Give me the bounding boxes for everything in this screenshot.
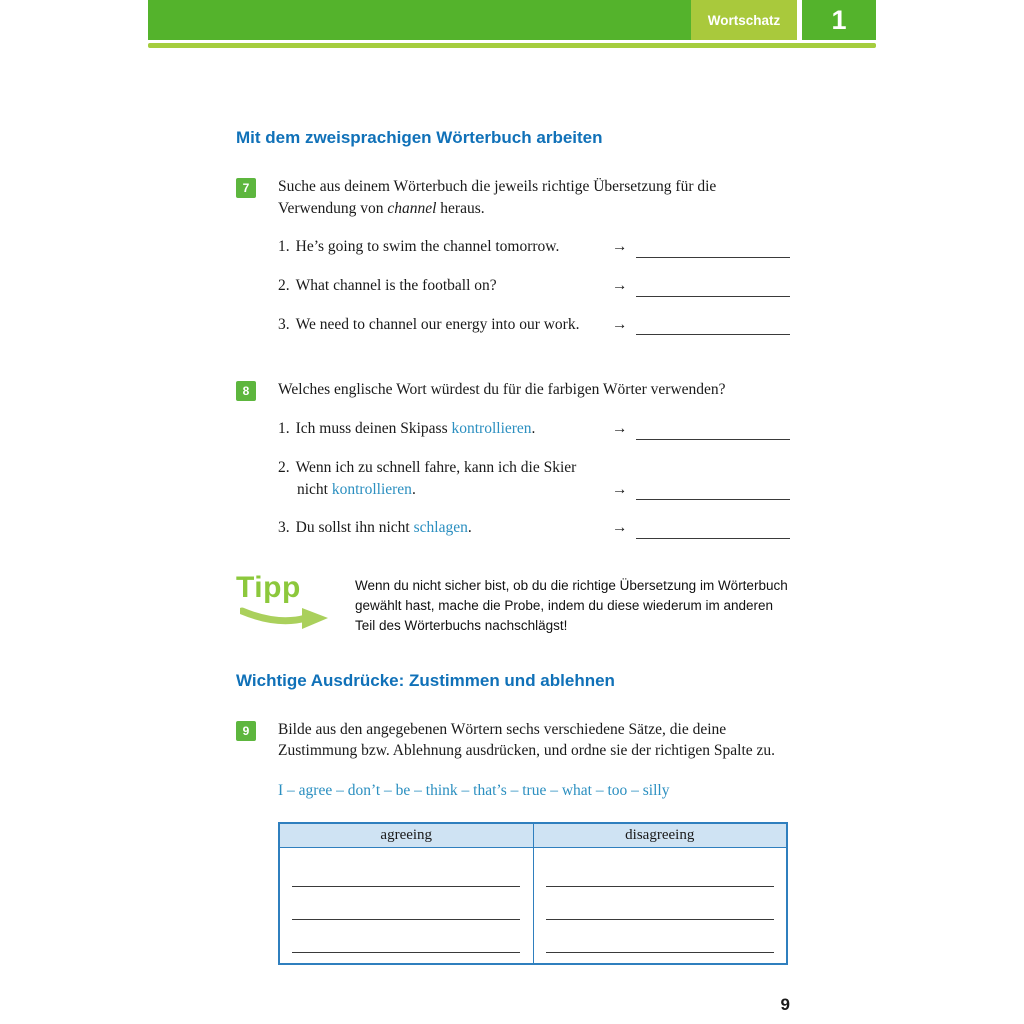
highlighted-word: kontrollieren [451, 420, 532, 438]
arrow-icon: → [612, 480, 628, 498]
answer-blank[interactable] [636, 282, 790, 297]
table-header-agreeing: agreeing [279, 823, 533, 848]
table-blank-line[interactable] [292, 854, 520, 887]
header-band-spacer [148, 0, 691, 40]
answer-blank[interactable] [636, 320, 790, 335]
exercise-7-item-2 [278, 275, 790, 297]
exercise-9-prompt: Bilde aus den angegebenen Wörtern sechs verschiedene Sätze, die deine Zustimmung bzw. Ablehnung ausdrücken, und ordne sie der richtigen Spalte zu. [278, 720, 776, 760]
item-text-wrap [278, 275, 612, 297]
item-text: He’s going to swim the channel tomorrow. [295, 238, 560, 256]
item-text: Wenn ich zu schnell fahre, kann ich die Skier [295, 458, 577, 476]
item-number: 1. [278, 420, 290, 438]
workbook-page [148, 0, 876, 1024]
item-number: 3. [278, 519, 290, 537]
item-text-wrap [278, 314, 612, 336]
table-blank-line[interactable] [546, 920, 774, 953]
prompt-italic-word: channel [387, 199, 437, 217]
tipp-arrow-icon [240, 605, 332, 631]
table-blank-line[interactable] [292, 920, 520, 953]
arrow-icon: → [612, 519, 628, 537]
answer-blank[interactable] [636, 524, 790, 539]
arrow-icon: → [612, 238, 628, 256]
item-number: 3. [278, 315, 290, 333]
arrow-icon: → [612, 277, 628, 295]
tipp-label: Tipp [236, 570, 301, 604]
item-text: We need to channel our energy into our work. [295, 315, 580, 333]
section-title-expressions: Wichtige Ausdrücke: Zustimmen und ablehnen [236, 670, 615, 690]
disagreeing-cell [533, 848, 787, 965]
item-text-after: . [467, 519, 472, 537]
exercise-7-item-3 [278, 314, 790, 336]
answers-table [278, 822, 788, 965]
table-header-disagreeing: disagreeing [533, 823, 787, 848]
tipp-box [236, 570, 790, 637]
exercise-8-badge: 8 [236, 381, 256, 401]
item-text-after: . [411, 480, 416, 498]
item-text-wrap [278, 457, 612, 500]
item-line-1 [278, 457, 612, 479]
item-text-after: . [531, 420, 536, 438]
chapter-number: 1 [831, 4, 847, 35]
page-content [148, 128, 876, 1015]
table-blank-line[interactable] [546, 887, 774, 920]
exercise-9-body [278, 719, 790, 762]
exercise-8 [236, 379, 790, 538]
exercise-7-item-1 [278, 236, 790, 258]
item-text: nicht [297, 480, 332, 498]
exercise-8-prompt: Welches englische Wort würdest du für die farbigen Wörter verwenden? [278, 381, 726, 399]
accent-stripe [148, 43, 876, 48]
item-text: What channel is the football on? [295, 277, 497, 295]
exercise-8-item-3 [278, 517, 790, 539]
table-header-row [279, 823, 787, 848]
arrow-icon: → [612, 315, 628, 333]
item-number: 2. [278, 458, 290, 476]
item-text: Ich muss deinen Skipass [295, 420, 452, 438]
item-text-wrap [278, 418, 612, 440]
table-body-row [279, 848, 787, 965]
agreeing-cell [279, 848, 533, 965]
page-number: 9 [780, 995, 790, 1014]
exercise-7-prompt [278, 176, 790, 219]
answer-blank[interactable] [636, 485, 790, 500]
wortschatz-badge: Wortschatz [691, 0, 797, 40]
arrow-icon: → [612, 420, 628, 438]
exercise-8-body [278, 379, 790, 538]
prompt-text: Suche aus deinem Wörterbuch die jeweils richtige Übersetzung für die Verwendung von [278, 178, 717, 217]
exercise-9 [236, 719, 790, 762]
word-bank: I – agree – don’t – be – think – that’s – true – what – too – silly [278, 782, 670, 799]
section-title-dictionary: Mit dem zweisprachigen Wörterbuch arbeiten [236, 128, 603, 147]
item-number: 1. [278, 238, 290, 256]
item-text-wrap [278, 236, 612, 258]
header-band [148, 0, 876, 40]
exercise-8-item-1 [278, 418, 790, 440]
exercise-8-item-2 [278, 457, 790, 500]
item-text-wrap [278, 517, 612, 539]
exercise-7-body [278, 176, 790, 335]
answer-blank[interactable] [636, 243, 790, 258]
table-blank-line[interactable] [292, 887, 520, 920]
tipp-label-column [236, 570, 355, 637]
highlighted-word: schlagen [413, 519, 468, 537]
item-line-2 [278, 479, 612, 501]
answer-blank[interactable] [636, 425, 790, 440]
highlighted-word: kontrollieren [331, 480, 412, 498]
item-text: Du sollst ihn nicht [295, 519, 414, 537]
exercise-7 [236, 176, 790, 335]
tipp-text: Wenn du nicht sicher bist, ob du die richtige Übersetzung im Wörterbuch gewählt hast, mache die Probe, indem du diese wiederum im anderen Teil des Wörterbuchs nachschlägst! [355, 577, 788, 634]
item-number: 2. [278, 277, 290, 295]
prompt-text-after: heraus. [436, 199, 485, 217]
exercise-7-badge: 7 [236, 178, 256, 198]
table-blank-line[interactable] [546, 854, 774, 887]
exercise-9-badge: 9 [236, 721, 256, 741]
